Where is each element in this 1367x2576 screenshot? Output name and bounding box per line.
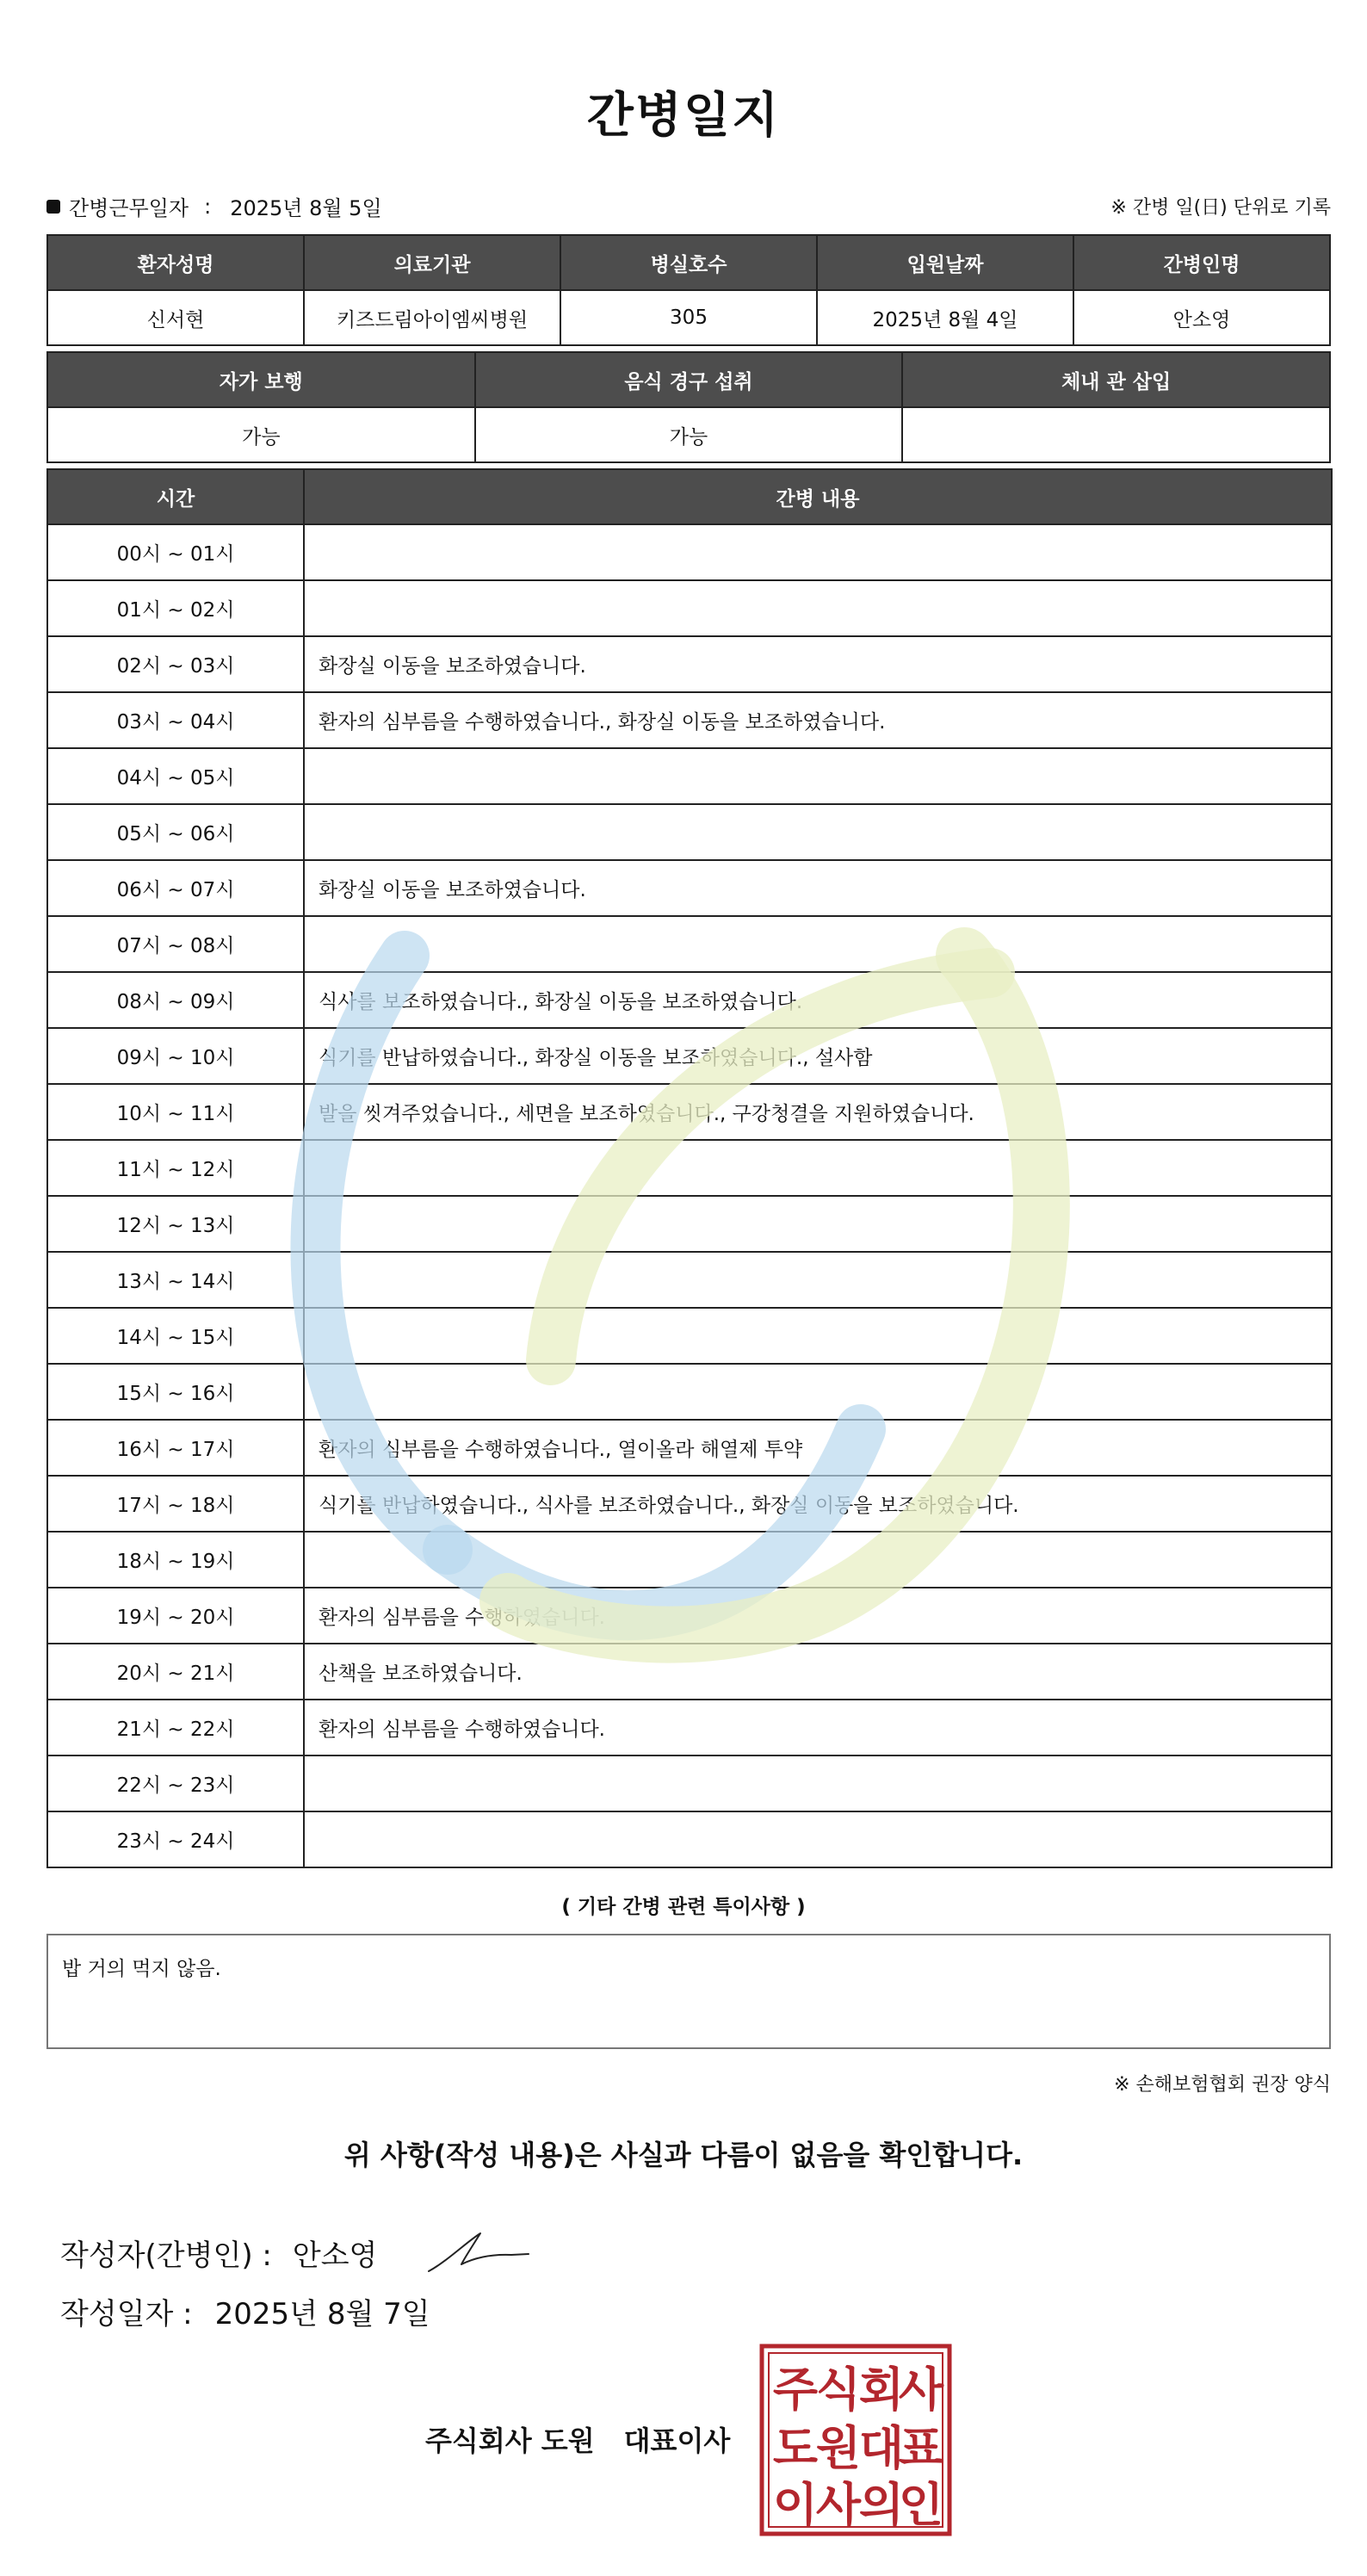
header-patient-name: 환자성명 (47, 235, 304, 290)
care-log-row (47, 1811, 1332, 1867)
seal-glyph: 회 (858, 2362, 905, 2417)
admission-date: 2025년 8월 4일 (817, 290, 1073, 345)
header-room-number: 병실호수 (560, 235, 817, 290)
care-log-time: 18시 ~ 19시 (47, 1532, 304, 1588)
care-log-time: 04시 ~ 05시 (47, 748, 304, 804)
care-log-time: 07시 ~ 08시 (47, 916, 304, 972)
care-log-row (47, 1476, 1332, 1532)
company-name: 주식회사 도원 (425, 2424, 595, 2457)
care-log-content: 식기를 반납하였습니다., 식사를 보조하였습니다., 화장실 이동을 보조하였습니다. (304, 1476, 1332, 1532)
written-date-value: 2025년 8월 7일 (214, 2297, 430, 2331)
patient-info-header-row (47, 235, 1330, 290)
care-log-row (47, 636, 1332, 692)
writer-row (60, 2226, 534, 2278)
header-time: 시간 (47, 469, 304, 524)
header-oral-intake: 음식 경구 섭취 (475, 352, 903, 407)
care-log-content: 화장실 이동을 보조하였습니다. (304, 636, 1332, 692)
recommendation-note: ※ 손해보험협회 권장 양식 (1114, 2074, 1331, 2096)
care-log-row (47, 860, 1332, 916)
care-log-content (304, 1252, 1332, 1308)
care-log-time: 05시 ~ 06시 (47, 804, 304, 860)
care-log-time: 14시 ~ 15시 (47, 1308, 304, 1364)
care-log-row (47, 580, 1332, 636)
care-log-row (47, 1420, 1332, 1476)
care-log-time: 13시 ~ 14시 (47, 1252, 304, 1308)
self-walking-value: 가능 (47, 407, 475, 462)
patient-name: 신서현 (47, 290, 304, 345)
seal-glyph: 식 (815, 2362, 862, 2417)
care-log-time: 19시 ~ 20시 (47, 1588, 304, 1644)
patient-info-value-row (47, 290, 1330, 345)
daily-record-note: ※ 간병 일(日) 단위로 기록 (1110, 197, 1331, 219)
care-log-row (47, 1140, 1332, 1196)
care-log-content (304, 580, 1332, 636)
company-row (425, 2419, 730, 2459)
care-log-content (304, 1196, 1332, 1252)
seal-glyph: 의 (858, 2478, 905, 2532)
care-log-time: 16시 ~ 17시 (47, 1420, 304, 1476)
care-log-content: 화장실 이동을 보조하였습니다. (304, 860, 1332, 916)
seal-glyph: 주 (772, 2362, 819, 2417)
document-title: 간병일지 (586, 88, 781, 144)
confirmation-statement: 위 사항(작성 내용)은 사실과 다름이 없음을 확인합니다. (343, 2139, 1024, 2171)
signature-image (422, 2226, 534, 2278)
seal-glyph: 인 (898, 2478, 944, 2532)
care-log-time: 23시 ~ 24시 (47, 1811, 304, 1867)
care-log-time: 03시 ~ 04시 (47, 692, 304, 748)
care-log-content (304, 1308, 1332, 1364)
seal-glyph: 원 (815, 2421, 862, 2475)
care-log-content: 환자의 심부름을 수행하였습니다. (304, 1588, 1332, 1644)
care-log-content (304, 916, 1332, 972)
seal-glyph: 대 (858, 2421, 905, 2475)
care-log-content: 식사를 보조하였습니다., 화장실 이동을 보조하였습니다. (304, 972, 1332, 1028)
care-log-row (47, 692, 1332, 748)
care-log-time: 20시 ~ 21시 (47, 1644, 304, 1700)
care-log-row (47, 804, 1332, 860)
care-log-time: 11시 ~ 12시 (47, 1140, 304, 1196)
special-notes-box: 밥 거의 먹지 않음. (46, 1934, 1331, 2049)
care-log-time: 10시 ~ 11시 (47, 1084, 304, 1140)
caregiver-name: 안소영 (1073, 290, 1330, 345)
care-log-row (47, 748, 1332, 804)
seal-glyph: 표 (898, 2421, 944, 2475)
patient-status-table (46, 351, 1331, 463)
care-log-row (47, 972, 1332, 1028)
meta-row (46, 191, 1331, 222)
care-log-time: 02시 ~ 03시 (47, 636, 304, 692)
care-log-time: 22시 ~ 23시 (47, 1756, 304, 1811)
header-admission-date: 입원날짜 (817, 235, 1073, 290)
care-log-row (47, 1756, 1332, 1811)
care-log-content (304, 804, 1332, 860)
header-caregiver-name: 간병인명 (1073, 235, 1330, 290)
care-log-row (47, 1700, 1332, 1756)
company-representative: 대표이사 (623, 2424, 731, 2457)
oral-intake-value: 가능 (475, 407, 903, 462)
care-log-content (304, 1756, 1332, 1811)
care-log-row (47, 1308, 1332, 1364)
care-log-content: 발을 씻겨주었습니다., 세면을 보조하였습니다., 구강청결을 지원하였습니다. (304, 1084, 1332, 1140)
header-tube-insertion: 체내 관 삽입 (902, 352, 1330, 407)
room-number: 305 (560, 290, 817, 345)
care-log-body (47, 524, 1332, 1867)
work-date-label: 간병근무일자 (69, 196, 189, 220)
care-log-time: 12시 ~ 13시 (47, 1196, 304, 1252)
special-notes-title: ( 기타 간병 관련 특이사항 ) (561, 1896, 806, 1918)
care-log-row (47, 1196, 1332, 1252)
header-hospital: 의료기관 (304, 235, 560, 290)
care-log-table (46, 468, 1333, 1868)
care-log-content: 산책을 보조하였습니다. (304, 1644, 1332, 1700)
care-log-time: 08시 ~ 09시 (47, 972, 304, 1028)
care-log-content (304, 1811, 1332, 1867)
care-log-time: 00시 ~ 01시 (47, 524, 304, 580)
care-log-content (304, 524, 1332, 580)
care-log-content: 환자의 심부름을 수행하였습니다., 열이올라 해열제 투약 (304, 1420, 1332, 1476)
header-care-content: 간병 내용 (304, 469, 1332, 524)
care-log-row (47, 1532, 1332, 1588)
care-log-content: 환자의 심부름을 수행하였습니다. (304, 1700, 1332, 1756)
care-log-row (47, 1644, 1332, 1700)
seal-glyph: 도 (772, 2421, 819, 2475)
care-log-row (47, 1364, 1332, 1420)
work-date-group (46, 191, 382, 221)
patient-status-value-row (47, 407, 1330, 462)
written-date-row (60, 2290, 430, 2332)
bullet-square-icon (46, 200, 60, 214)
care-log-row (47, 1252, 1332, 1308)
care-log-time: 01시 ~ 02시 (47, 580, 304, 636)
writer-label: 작성자(간병인) : (60, 2238, 272, 2273)
care-log-time: 15시 ~ 16시 (47, 1364, 304, 1420)
care-log-content (304, 1364, 1332, 1420)
care-log-row (47, 1084, 1332, 1140)
work-date-value: 2025년 8월 5일 (230, 196, 382, 220)
tube-insertion-value (902, 407, 1330, 462)
care-log-row (47, 916, 1332, 972)
care-log-content (304, 748, 1332, 804)
hospital-name: 키즈드림아이엠씨병원 (304, 290, 560, 345)
seal-glyph: 이 (772, 2478, 819, 2532)
care-log-content: 환자의 심부름을 수행하였습니다., 화장실 이동을 보조하였습니다. (304, 692, 1332, 748)
care-log-row (47, 524, 1332, 580)
care-log-content: 식기를 반납하였습니다., 화장실 이동을 보조하였습니다., 설사함 (304, 1028, 1332, 1084)
care-log-time: 21시 ~ 22시 (47, 1700, 304, 1756)
patient-info-table (46, 234, 1331, 346)
care-log-time: 09시 ~ 10시 (47, 1028, 304, 1084)
care-log-row (47, 1588, 1332, 1644)
care-log-header-row (47, 469, 1332, 524)
seal-glyph: 사 (815, 2478, 862, 2532)
written-date-label: 작성일자 : (60, 2297, 193, 2331)
care-log-time: 06시 ~ 07시 (47, 860, 304, 916)
care-log-content (304, 1532, 1332, 1588)
writer-name: 안소영 (292, 2238, 378, 2273)
care-log-row (47, 1028, 1332, 1084)
header-self-walking: 자가 보행 (47, 352, 475, 407)
company-seal-stamp (759, 2344, 952, 2536)
care-log-time: 17시 ~ 18시 (47, 1476, 304, 1532)
work-date-colon: : (204, 194, 212, 219)
seal-glyph: 사 (898, 2362, 944, 2417)
patient-status-header-row (47, 352, 1330, 407)
care-log-content (304, 1140, 1332, 1196)
